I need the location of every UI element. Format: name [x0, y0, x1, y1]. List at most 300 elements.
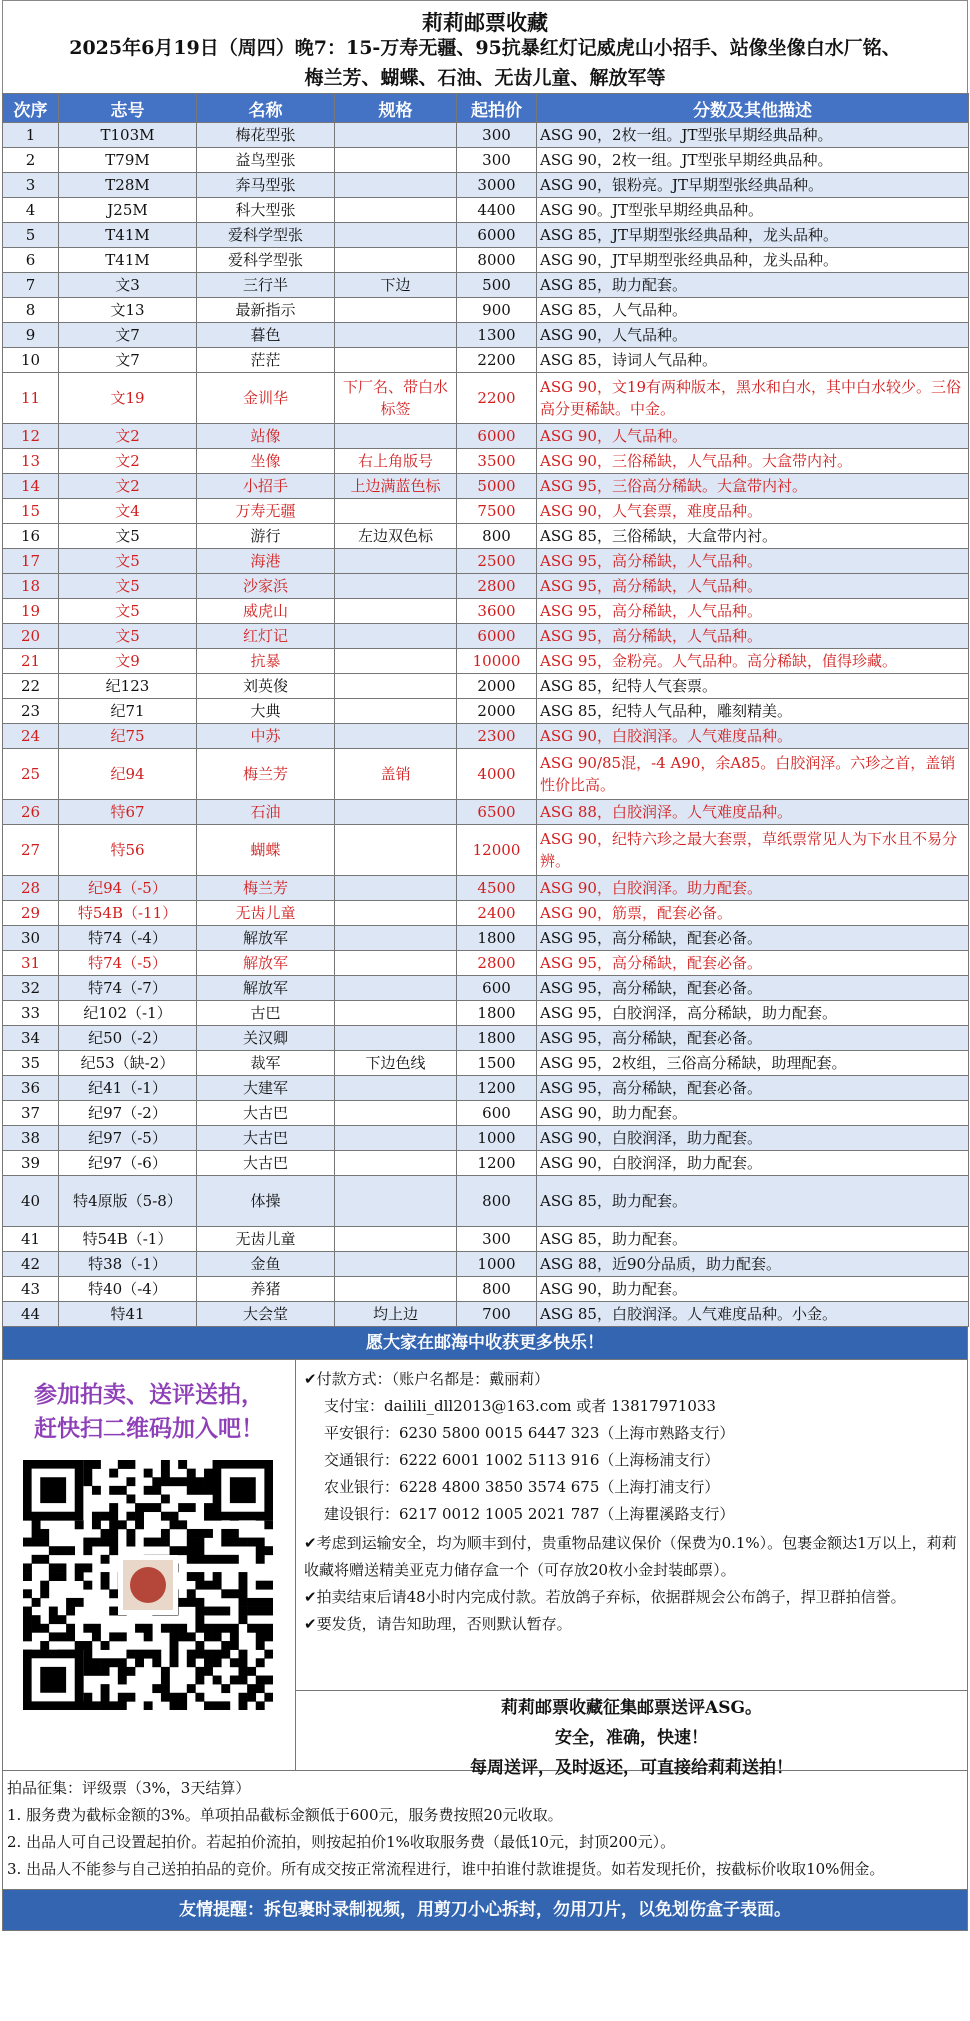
row-desc: ASG 90，人气套票，难度品种。: [537, 499, 969, 524]
row-code: 纪75: [59, 724, 197, 749]
row-code: 纪97（-5）: [59, 1126, 197, 1151]
row-code: 文19: [59, 373, 197, 424]
row-price: 4400: [457, 198, 537, 223]
row-no: 24: [3, 724, 59, 749]
row-spec: [335, 1277, 457, 1302]
row-spec: [335, 549, 457, 574]
row-code: 纪102（-1）: [59, 1001, 197, 1026]
table-row: [3, 951, 969, 976]
promo-line-2: 赶快扫二维码加入吧！: [34, 1415, 264, 1442]
row-name: 金训华: [197, 373, 335, 424]
row-desc: ASG 90，JT早期型张经典品种，龙头品种。: [537, 248, 969, 273]
row-price: 1000: [457, 1126, 537, 1151]
row-price: 6500: [457, 800, 537, 825]
row-spec: [335, 1227, 457, 1252]
row-name: 爱科学型张: [197, 248, 335, 273]
row-spec: [335, 1101, 457, 1126]
row-name: 大古巴: [197, 1151, 335, 1176]
row-desc: ASG 88，白胶润泽。人气难度品种。: [537, 800, 969, 825]
row-price: 4000: [457, 749, 537, 800]
row-no: 6: [3, 248, 59, 273]
row-price: 2200: [457, 348, 537, 373]
table-row: [3, 976, 969, 1001]
row-code: 纪41（-1）: [59, 1076, 197, 1101]
row-code: 纪97（-2）: [59, 1101, 197, 1126]
row-price: 3500: [457, 449, 537, 474]
table-row: [3, 1051, 969, 1076]
table-row: [3, 1101, 969, 1126]
row-no: 26: [3, 800, 59, 825]
row-spec: [335, 248, 457, 273]
row-price: 6000: [457, 624, 537, 649]
row-no: 35: [3, 1051, 59, 1076]
row-spec: [335, 1151, 457, 1176]
row-spec: [335, 123, 457, 148]
auction-table: [2, 93, 969, 1327]
row-code: 文5: [59, 549, 197, 574]
row-name: 游行: [197, 524, 335, 549]
row-name: 无齿儿童: [197, 1227, 335, 1252]
rule-item: 1. 服务费为截标金额的3%。单项拍品截标金额低于600元，服务费按照20元收取。: [7, 1806, 563, 1824]
details-panel: [296, 1360, 967, 1778]
row-no: 28: [3, 876, 59, 901]
row-name: 沙家浜: [197, 574, 335, 599]
row-no: 5: [3, 223, 59, 248]
row-name: 梅兰芳: [197, 876, 335, 901]
row-code: 特40（-4）: [59, 1277, 197, 1302]
row-spec: [335, 1252, 457, 1277]
row-desc: ASG 85，纪特人气套票。: [537, 674, 969, 699]
table-row: [3, 599, 969, 624]
row-desc: ASG 95，金粉亮。人气品种。高分稀缺，值得珍藏。: [537, 649, 969, 674]
col-header-code: 志号: [59, 94, 197, 123]
row-price: 4500: [457, 876, 537, 901]
row-name: 茫茫: [197, 348, 335, 373]
row-spec: [335, 223, 457, 248]
row-desc: ASG 85，助力配套。: [537, 273, 969, 298]
row-spec: [335, 724, 457, 749]
row-code: T41M: [59, 248, 197, 273]
table-row: [3, 298, 969, 323]
row-desc: ASG 95，高分稀缺，人气品种。: [537, 549, 969, 574]
row-spec: [335, 699, 457, 724]
row-price: 800: [457, 1277, 537, 1302]
row-spec: 左边双色标: [335, 524, 457, 549]
row-price: 300: [457, 148, 537, 173]
row-name: 暮色: [197, 323, 335, 348]
row-no: 10: [3, 348, 59, 373]
row-desc: ASG 95，高分稀缺，配套必备。: [537, 926, 969, 951]
table-row: [3, 474, 969, 499]
row-no: 7: [3, 273, 59, 298]
row-no: 41: [3, 1227, 59, 1252]
row-desc: ASG 90，2枚一组。JT型张早期经典品种。: [537, 123, 969, 148]
row-code: 文7: [59, 348, 197, 373]
row-name: 刘英俊: [197, 674, 335, 699]
promo-panel: [3, 1360, 296, 1770]
row-code: 特74（-4）: [59, 926, 197, 951]
table-row: [3, 1001, 969, 1026]
row-name: 蝴蝶: [197, 825, 335, 876]
row-price: 6000: [457, 424, 537, 449]
table-row: [3, 223, 969, 248]
subtitle-line-1: 2025年6月19日（周四）晚7：15-万寿无疆、95抗暴红灯记威虎山小招手、站像坐像白水厂铭、: [69, 37, 901, 59]
row-no: 34: [3, 1026, 59, 1051]
row-price: 10000: [457, 649, 537, 674]
row-code: 文13: [59, 298, 197, 323]
row-no: 8: [3, 298, 59, 323]
row-name: 石油: [197, 800, 335, 825]
row-code: 文5: [59, 599, 197, 624]
table-row: [3, 1126, 969, 1151]
row-price: 300: [457, 123, 537, 148]
table-row: [3, 724, 969, 749]
table-row: [3, 876, 969, 901]
row-code: T28M: [59, 173, 197, 198]
row-desc: ASG 88，近90分品质，助力配套。: [537, 1252, 969, 1277]
row-name: 爱科学型张: [197, 223, 335, 248]
row-spec: [335, 599, 457, 624]
row-price: 1200: [457, 1151, 537, 1176]
row-no: 30: [3, 926, 59, 951]
row-desc: ASG 95，三俗高分稀缺。大盒带内衬。: [537, 474, 969, 499]
table-row: [3, 1227, 969, 1252]
row-no: 17: [3, 549, 59, 574]
table-row: [3, 1076, 969, 1101]
row-desc: ASG 85，白胶润泽。人气难度品种。小金。: [537, 1302, 969, 1327]
row-name: 解放军: [197, 951, 335, 976]
row-desc: ASG 85，纪特人气品种，雕刻精美。: [537, 699, 969, 724]
wish-banner: 愿大家在邮海中收获更多快乐！: [2, 1327, 968, 1360]
row-code: 特74（-5）: [59, 951, 197, 976]
row-code: 特74（-7）: [59, 976, 197, 1001]
row-spec: [335, 1076, 457, 1101]
row-code: 文5: [59, 624, 197, 649]
row-code: 纪71: [59, 699, 197, 724]
row-code: 文5: [59, 574, 197, 599]
bank-line: 平安银行：6230 5800 0015 6447 323（上海市熟路支行）: [324, 1424, 735, 1442]
table-row: [3, 1176, 969, 1227]
row-no: 38: [3, 1126, 59, 1151]
row-no: 29: [3, 901, 59, 926]
row-no: 15: [3, 499, 59, 524]
row-code: 特67: [59, 800, 197, 825]
row-code: 纪123: [59, 674, 197, 699]
row-spec: [335, 173, 457, 198]
promo-line-1: 参加拍卖、送评送拍，: [34, 1381, 264, 1408]
row-desc: ASG 85，助力配套。: [537, 1227, 969, 1252]
row-spec: [335, 825, 457, 876]
row-desc: ASG 90，人气品种。: [537, 323, 969, 348]
row-code: 纪50（-2）: [59, 1026, 197, 1051]
table-row: [3, 1277, 969, 1302]
row-name: 大会堂: [197, 1302, 335, 1327]
row-price: 500: [457, 273, 537, 298]
table-row: [3, 323, 969, 348]
row-code: J25M: [59, 198, 197, 223]
payment-heading: ✔付款方式：（账户名都是：戴丽莉）: [304, 1370, 550, 1388]
row-name: 大古巴: [197, 1101, 335, 1126]
row-name: 无齿儿童: [197, 901, 335, 926]
row-desc: ASG 95，高分稀缺，配套必备。: [537, 976, 969, 1001]
row-price: 2800: [457, 574, 537, 599]
row-desc: ASG 90。JT型张早期经典品种。: [537, 198, 969, 223]
row-spec: [335, 976, 457, 1001]
row-name: 裁军: [197, 1051, 335, 1076]
slogan-line: 安全，准确，快速！: [555, 1728, 708, 1748]
table-row: [3, 524, 969, 549]
row-desc: ASG 95，高分稀缺，人气品种。: [537, 599, 969, 624]
row-spec: [335, 901, 457, 926]
note-shipping: ✔考虑到运输安全，均为顺丰到付，贵重物品建议保价（保费为0.1%）。包裹金额达1万以上，莉莉收藏将赠送精美亚克力储存盒一个（可存放20枚小金封装邮票）。: [304, 1534, 957, 1579]
row-no: 36: [3, 1076, 59, 1101]
row-name: 梅兰芳: [197, 749, 335, 800]
promo-text: [3, 1360, 295, 1446]
row-no: 31: [3, 951, 59, 976]
table-row: [3, 574, 969, 599]
row-name: 站像: [197, 424, 335, 449]
row-desc: ASG 85，JT早期型张经典品种，龙头品种。: [537, 223, 969, 248]
table-row: [3, 1252, 969, 1277]
row-spec: [335, 499, 457, 524]
row-price: 1800: [457, 926, 537, 951]
row-desc: ASG 90，银粉亮。JT早期型张经典品种。: [537, 173, 969, 198]
row-spec: [335, 1126, 457, 1151]
row-no: 18: [3, 574, 59, 599]
row-name: 大典: [197, 699, 335, 724]
row-desc: ASG 90，2枚一组。JT型张早期经典品种。: [537, 148, 969, 173]
table-row: [3, 248, 969, 273]
table-row: [3, 173, 969, 198]
row-spec: 下边色线: [335, 1051, 457, 1076]
shipping-notes: [296, 1526, 967, 1690]
page-title: 莉莉邮票收藏: [422, 10, 548, 35]
row-desc: ASG 90，白胶润泽。助力配套。: [537, 876, 969, 901]
row-name: 大建军: [197, 1076, 335, 1101]
row-name: 红灯记: [197, 624, 335, 649]
col-header-name: 名称: [197, 94, 335, 123]
row-name: 奔马型张: [197, 173, 335, 198]
row-spec: [335, 1001, 457, 1026]
row-no: 16: [3, 524, 59, 549]
row-code: 特54B（-1）: [59, 1227, 197, 1252]
qr-code-icon[interactable]: [23, 1460, 273, 1710]
rules-heading: 拍品征集：评级票（3%，3天结算）: [7, 1779, 251, 1797]
slogan: [296, 1690, 967, 1789]
row-spec: [335, 574, 457, 599]
row-desc: ASG 95，高分稀缺，配套必备。: [537, 1026, 969, 1051]
row-price: 2200: [457, 373, 537, 424]
col-header-desc: 分数及其他描述: [537, 94, 969, 123]
row-code: 纪97（-6）: [59, 1151, 197, 1176]
row-code: 纪94（-5）: [59, 876, 197, 901]
row-price: 8000: [457, 248, 537, 273]
row-name: 养猪: [197, 1277, 335, 1302]
row-name: 金鱼: [197, 1252, 335, 1277]
row-spec: [335, 424, 457, 449]
row-code: T79M: [59, 148, 197, 173]
row-price: 3600: [457, 599, 537, 624]
row-no: 39: [3, 1151, 59, 1176]
row-no: 13: [3, 449, 59, 474]
row-price: 2300: [457, 724, 537, 749]
row-desc: ASG 90，文19有两种版本，黑水和白水，其中白水较少。三俗高分更稀缺。中金。: [537, 373, 969, 424]
bank-line: 交通银行：6222 6001 1002 5113 916（上海杨浦支行）: [324, 1451, 720, 1469]
row-price: 12000: [457, 825, 537, 876]
alipay-line: 支付宝：dailili_dll2013@163.com 或者 13817971033: [324, 1397, 716, 1415]
row-name: 科大型张: [197, 198, 335, 223]
row-code: 特38（-1）: [59, 1252, 197, 1277]
row-code: 文4: [59, 499, 197, 524]
col-header-no: 次序: [3, 94, 59, 123]
row-price: 1800: [457, 1001, 537, 1026]
row-no: 9: [3, 323, 59, 348]
row-no: 19: [3, 599, 59, 624]
row-name: 体操: [197, 1176, 335, 1227]
row-name: 中苏: [197, 724, 335, 749]
table-row: [3, 901, 969, 926]
row-price: 3000: [457, 173, 537, 198]
row-spec: 下厂名、带白水标签: [335, 373, 457, 424]
row-spec: 均上边: [335, 1302, 457, 1327]
row-price: 5000: [457, 474, 537, 499]
row-spec: [335, 298, 457, 323]
row-code: 文3: [59, 273, 197, 298]
row-price: 2800: [457, 951, 537, 976]
row-name: 威虎山: [197, 599, 335, 624]
row-spec: 上边满蓝色标: [335, 474, 457, 499]
table-row: [3, 1302, 969, 1327]
row-price: 300: [457, 1227, 537, 1252]
row-no: 40: [3, 1176, 59, 1227]
row-no: 42: [3, 1252, 59, 1277]
row-desc: ASG 90，助力配套。: [537, 1277, 969, 1302]
row-spec: [335, 1176, 457, 1227]
table-row: [3, 549, 969, 574]
row-code: 文9: [59, 649, 197, 674]
row-name: 关汉卿: [197, 1026, 335, 1051]
table-row: [3, 449, 969, 474]
table-row: [3, 674, 969, 699]
row-name: 古巴: [197, 1001, 335, 1026]
table-header: [3, 94, 969, 123]
table-row: [3, 123, 969, 148]
bank-line: 农业银行：6228 4800 3850 3574 675（上海打浦支行）: [324, 1478, 720, 1496]
row-price: 1000: [457, 1252, 537, 1277]
table-row: [3, 273, 969, 298]
row-price: 600: [457, 1101, 537, 1126]
row-price: 7500: [457, 499, 537, 524]
table-row: [3, 800, 969, 825]
table-row: [3, 348, 969, 373]
row-desc: ASG 95，高分稀缺，配套必备。: [537, 951, 969, 976]
subtitle-line-2: 梅兰芳、蝴蝶、石油、无齿儿童、解放军等: [304, 67, 666, 89]
row-spec: [335, 800, 457, 825]
row-code: 特41: [59, 1302, 197, 1327]
row-name: 益鸟型张: [197, 148, 335, 173]
row-no: 32: [3, 976, 59, 1001]
row-desc: ASG 95，2枚组，三俗高分稀缺，助理配套。: [537, 1051, 969, 1076]
table-row: [3, 148, 969, 173]
row-spec: 盖销: [335, 749, 457, 800]
row-price: 900: [457, 298, 537, 323]
row-no: 23: [3, 699, 59, 724]
header: [2, 0, 968, 93]
row-no: 12: [3, 424, 59, 449]
row-spec: 右上角版号: [335, 449, 457, 474]
row-price: 1300: [457, 323, 537, 348]
row-desc: ASG 95，白胶润泽，高分稀缺，助力配套。: [537, 1001, 969, 1026]
row-price: 2000: [457, 674, 537, 699]
slogan-line: 莉莉邮票收藏征集邮票送评ASG。: [501, 1698, 762, 1718]
col-header-price: 起拍价: [457, 94, 537, 123]
row-desc: ASG 90，三俗稀缺，人气品种。大盒带内衬。: [537, 449, 969, 474]
row-price: 1200: [457, 1076, 537, 1101]
row-price: 1800: [457, 1026, 537, 1051]
row-no: 20: [3, 624, 59, 649]
row-spec: [335, 926, 457, 951]
row-no: 43: [3, 1277, 59, 1302]
row-code: 特4原版（5-8）: [59, 1176, 197, 1227]
row-price: 700: [457, 1302, 537, 1327]
row-price: 800: [457, 1176, 537, 1227]
row-no: 3: [3, 173, 59, 198]
row-code: 文5: [59, 524, 197, 549]
table-row: [3, 424, 969, 449]
row-desc: ASG 90，白胶润泽，助力配套。: [537, 1151, 969, 1176]
row-name: 最新指示: [197, 298, 335, 323]
row-desc: ASG 90，白胶润泽，助力配套。: [537, 1126, 969, 1151]
row-spec: 下边: [335, 273, 457, 298]
rule-item: 2. 出品人可自己设置起拍价。若起拍价流拍，则按起拍价1%收取服务费（最低10元，封顶200元）。: [7, 1833, 676, 1851]
row-code: 特56: [59, 825, 197, 876]
row-code: T41M: [59, 223, 197, 248]
row-desc: ASG 90，助力配套。: [537, 1101, 969, 1126]
row-spec: [335, 876, 457, 901]
row-spec: [335, 198, 457, 223]
row-code: 特54B（-11）: [59, 901, 197, 926]
row-price: 6000: [457, 223, 537, 248]
row-price: 800: [457, 524, 537, 549]
table-row: [3, 373, 969, 424]
row-spec: [335, 1026, 457, 1051]
table-row: [3, 499, 969, 524]
row-no: 25: [3, 749, 59, 800]
row-spec: [335, 649, 457, 674]
row-price: 2400: [457, 901, 537, 926]
row-no: 4: [3, 198, 59, 223]
row-desc: ASG 85，诗词人气品种。: [537, 348, 969, 373]
row-name: 大古巴: [197, 1126, 335, 1151]
row-name: 抗暴: [197, 649, 335, 674]
row-desc: ASG 90，筋票，配套必备。: [537, 901, 969, 926]
row-no: 21: [3, 649, 59, 674]
row-no: 33: [3, 1001, 59, 1026]
row-desc: ASG 90，人气品种。: [537, 424, 969, 449]
row-code: 纪53（缺-2）: [59, 1051, 197, 1076]
row-code: T103M: [59, 123, 197, 148]
page: [2, 0, 968, 1931]
row-name: 梅花型张: [197, 123, 335, 148]
row-no: 27: [3, 825, 59, 876]
row-desc: ASG 90，纪特六珍之最大套票，草纸票常见人为下水且不易分辨。: [537, 825, 969, 876]
payment-info: [296, 1360, 967, 1526]
row-name: 海港: [197, 549, 335, 574]
table-row: [3, 825, 969, 876]
row-price: 1500: [457, 1051, 537, 1076]
row-spec: [335, 348, 457, 373]
table-row: [3, 926, 969, 951]
